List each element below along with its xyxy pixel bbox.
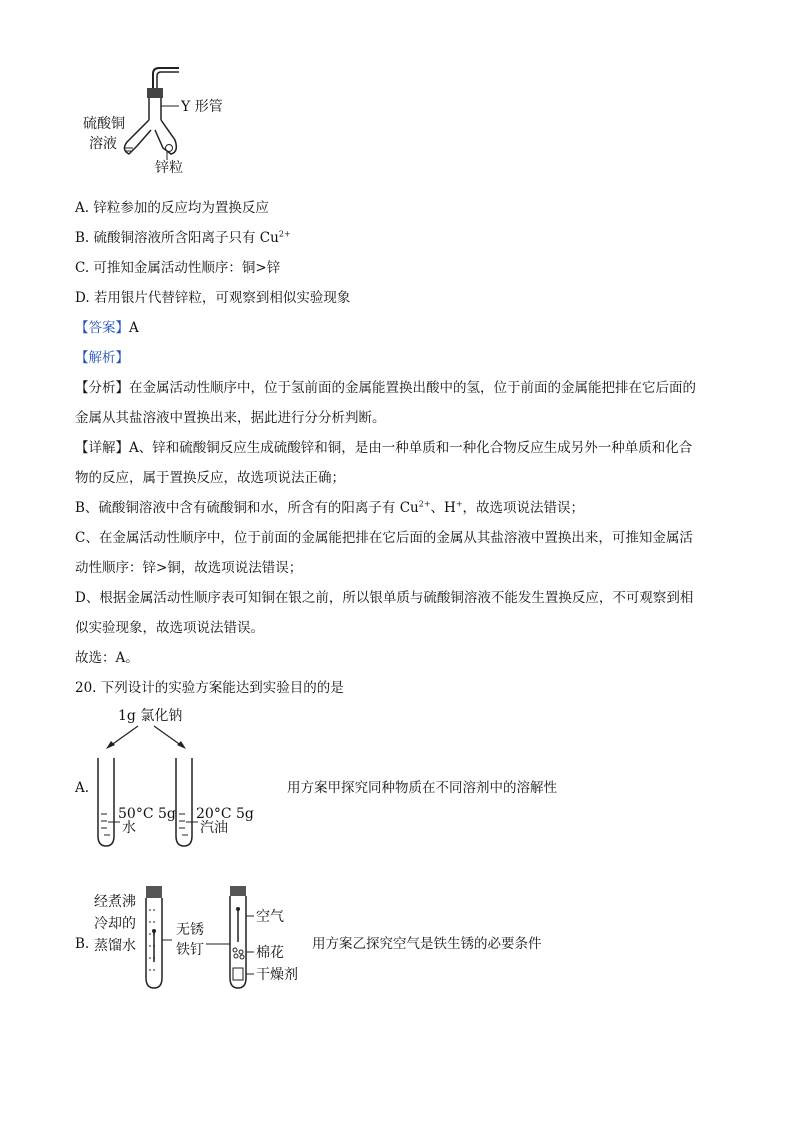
detail-b-sup-2: + <box>455 499 463 509</box>
cotton-label: 棉花 <box>256 945 284 961</box>
detail-b-line <box>75 498 584 518</box>
air-label: 空气 <box>256 909 284 925</box>
y-tube-diagram <box>75 62 235 177</box>
detail-tag: 【详解】 <box>75 440 129 456</box>
answer-line <box>75 318 139 338</box>
option-d: D. 若用银片代替锌粒，可观察到相似实验现象 <box>75 290 351 306</box>
nail-label-2: 铁钉 <box>176 942 204 958</box>
iron-rust-experiment-diagram <box>90 884 310 992</box>
fenxi-line-2: 金属从其盐溶液中置换出来，据此进行分分析判断。 <box>75 410 386 426</box>
answer-value: A <box>129 320 139 336</box>
detail-a-line-2: 物的反应，属于置换反应，故选项说法正确； <box>75 470 345 486</box>
copper-sulfate-label-1: 硫酸铜 <box>83 116 125 132</box>
right-tube-liquid: 汽油 <box>200 820 228 836</box>
option-20b-letter: B. <box>75 936 90 952</box>
zinc-granule-label: 锌粒 <box>155 160 183 176</box>
left-tube-liquid: 水 <box>122 820 136 836</box>
copper-sulfate-label-2: 溶液 <box>89 136 117 152</box>
detail-a-text-1: A、锌和硫酸铜反应生成硫酸锌和铜，是由一种单质和一种化合物反应生成另外一种单质和化合 <box>129 440 693 456</box>
boiled-water-label-3: 蒸馏水 <box>94 938 136 954</box>
solubility-experiment-diagram <box>90 704 260 850</box>
right-tube-condition: 20°C 5g <box>196 806 254 822</box>
question-20-stem: 20. 下列设计的实验方案能达到实验目的的是 <box>75 680 344 696</box>
option-a: A. 锌粒参加的反应均为置换反应 <box>75 200 269 216</box>
option-20b-text: 用方案乙探究空气是铁生锈的必要条件 <box>312 936 542 952</box>
detail-b-prefix: B、硫酸铜溶液中含有硫酸铜和水，所含有的阳离子有 Cu <box>75 500 419 516</box>
analysis-heading <box>75 348 129 368</box>
detail-line-1 <box>75 438 692 458</box>
nail-label-1: 无锈 <box>176 922 204 938</box>
option-20a-letter: A. <box>75 780 90 796</box>
detail-c-line-1: C、在金属活动性顺序中，位于前面的金属能把排在它后面的金属从其盐溶液中置换出来，可推知金属活 <box>75 530 693 546</box>
detail-d-line-1: D、根据金属活动性顺序表可知铜在银之前，所以银单质与硫酸铜溶液不能发生置换反应，不可观察到相 <box>75 590 694 606</box>
detail-d-line-2: 似实验现象，故选项说法错误。 <box>75 620 264 636</box>
analysis-tag: 【解析】 <box>75 350 129 366</box>
conclusion: 故选：A。 <box>75 650 139 666</box>
detail-b-mid: 、H <box>430 500 456 516</box>
y-tube-label: Y 形管 <box>181 99 223 115</box>
detail-b-suffix: ，故选项说法错误； <box>462 500 585 516</box>
sodium-chloride-label: 1g 氯化钠 <box>118 708 183 724</box>
option-b <box>75 228 291 248</box>
fenxi-tag: 【分析】 <box>75 380 129 396</box>
option-b-superscript: 2+ <box>278 229 291 239</box>
fenxi-text-1: 在金属活动性顺序中，位于氢前面的金属能置换出酸中的氢，位于前面的金属能把排在它后面的 <box>129 380 696 396</box>
boiled-water-label-2: 冷却的 <box>94 916 136 932</box>
desiccant-label: 干燥剂 <box>256 967 298 983</box>
detail-b-sup-1: 2+ <box>418 499 431 509</box>
option-20a-text: 用方案甲探究同种物质在不同溶剂中的溶解性 <box>287 780 557 796</box>
answer-tag: 【答案】 <box>75 320 129 336</box>
option-b-text: B. 硫酸铜溶液所含阳离子只有 Cu <box>75 230 279 246</box>
fenxi-line-1 <box>75 378 696 398</box>
left-tube-condition: 50°C 5g <box>118 806 176 822</box>
boiled-water-label-1: 经煮沸 <box>94 894 136 910</box>
detail-c-line-2: 动性顺序：锌>铜，故选项说法错误； <box>75 560 303 576</box>
option-c: C. 可推知金属活动性顺序：铜>锌 <box>75 260 281 276</box>
